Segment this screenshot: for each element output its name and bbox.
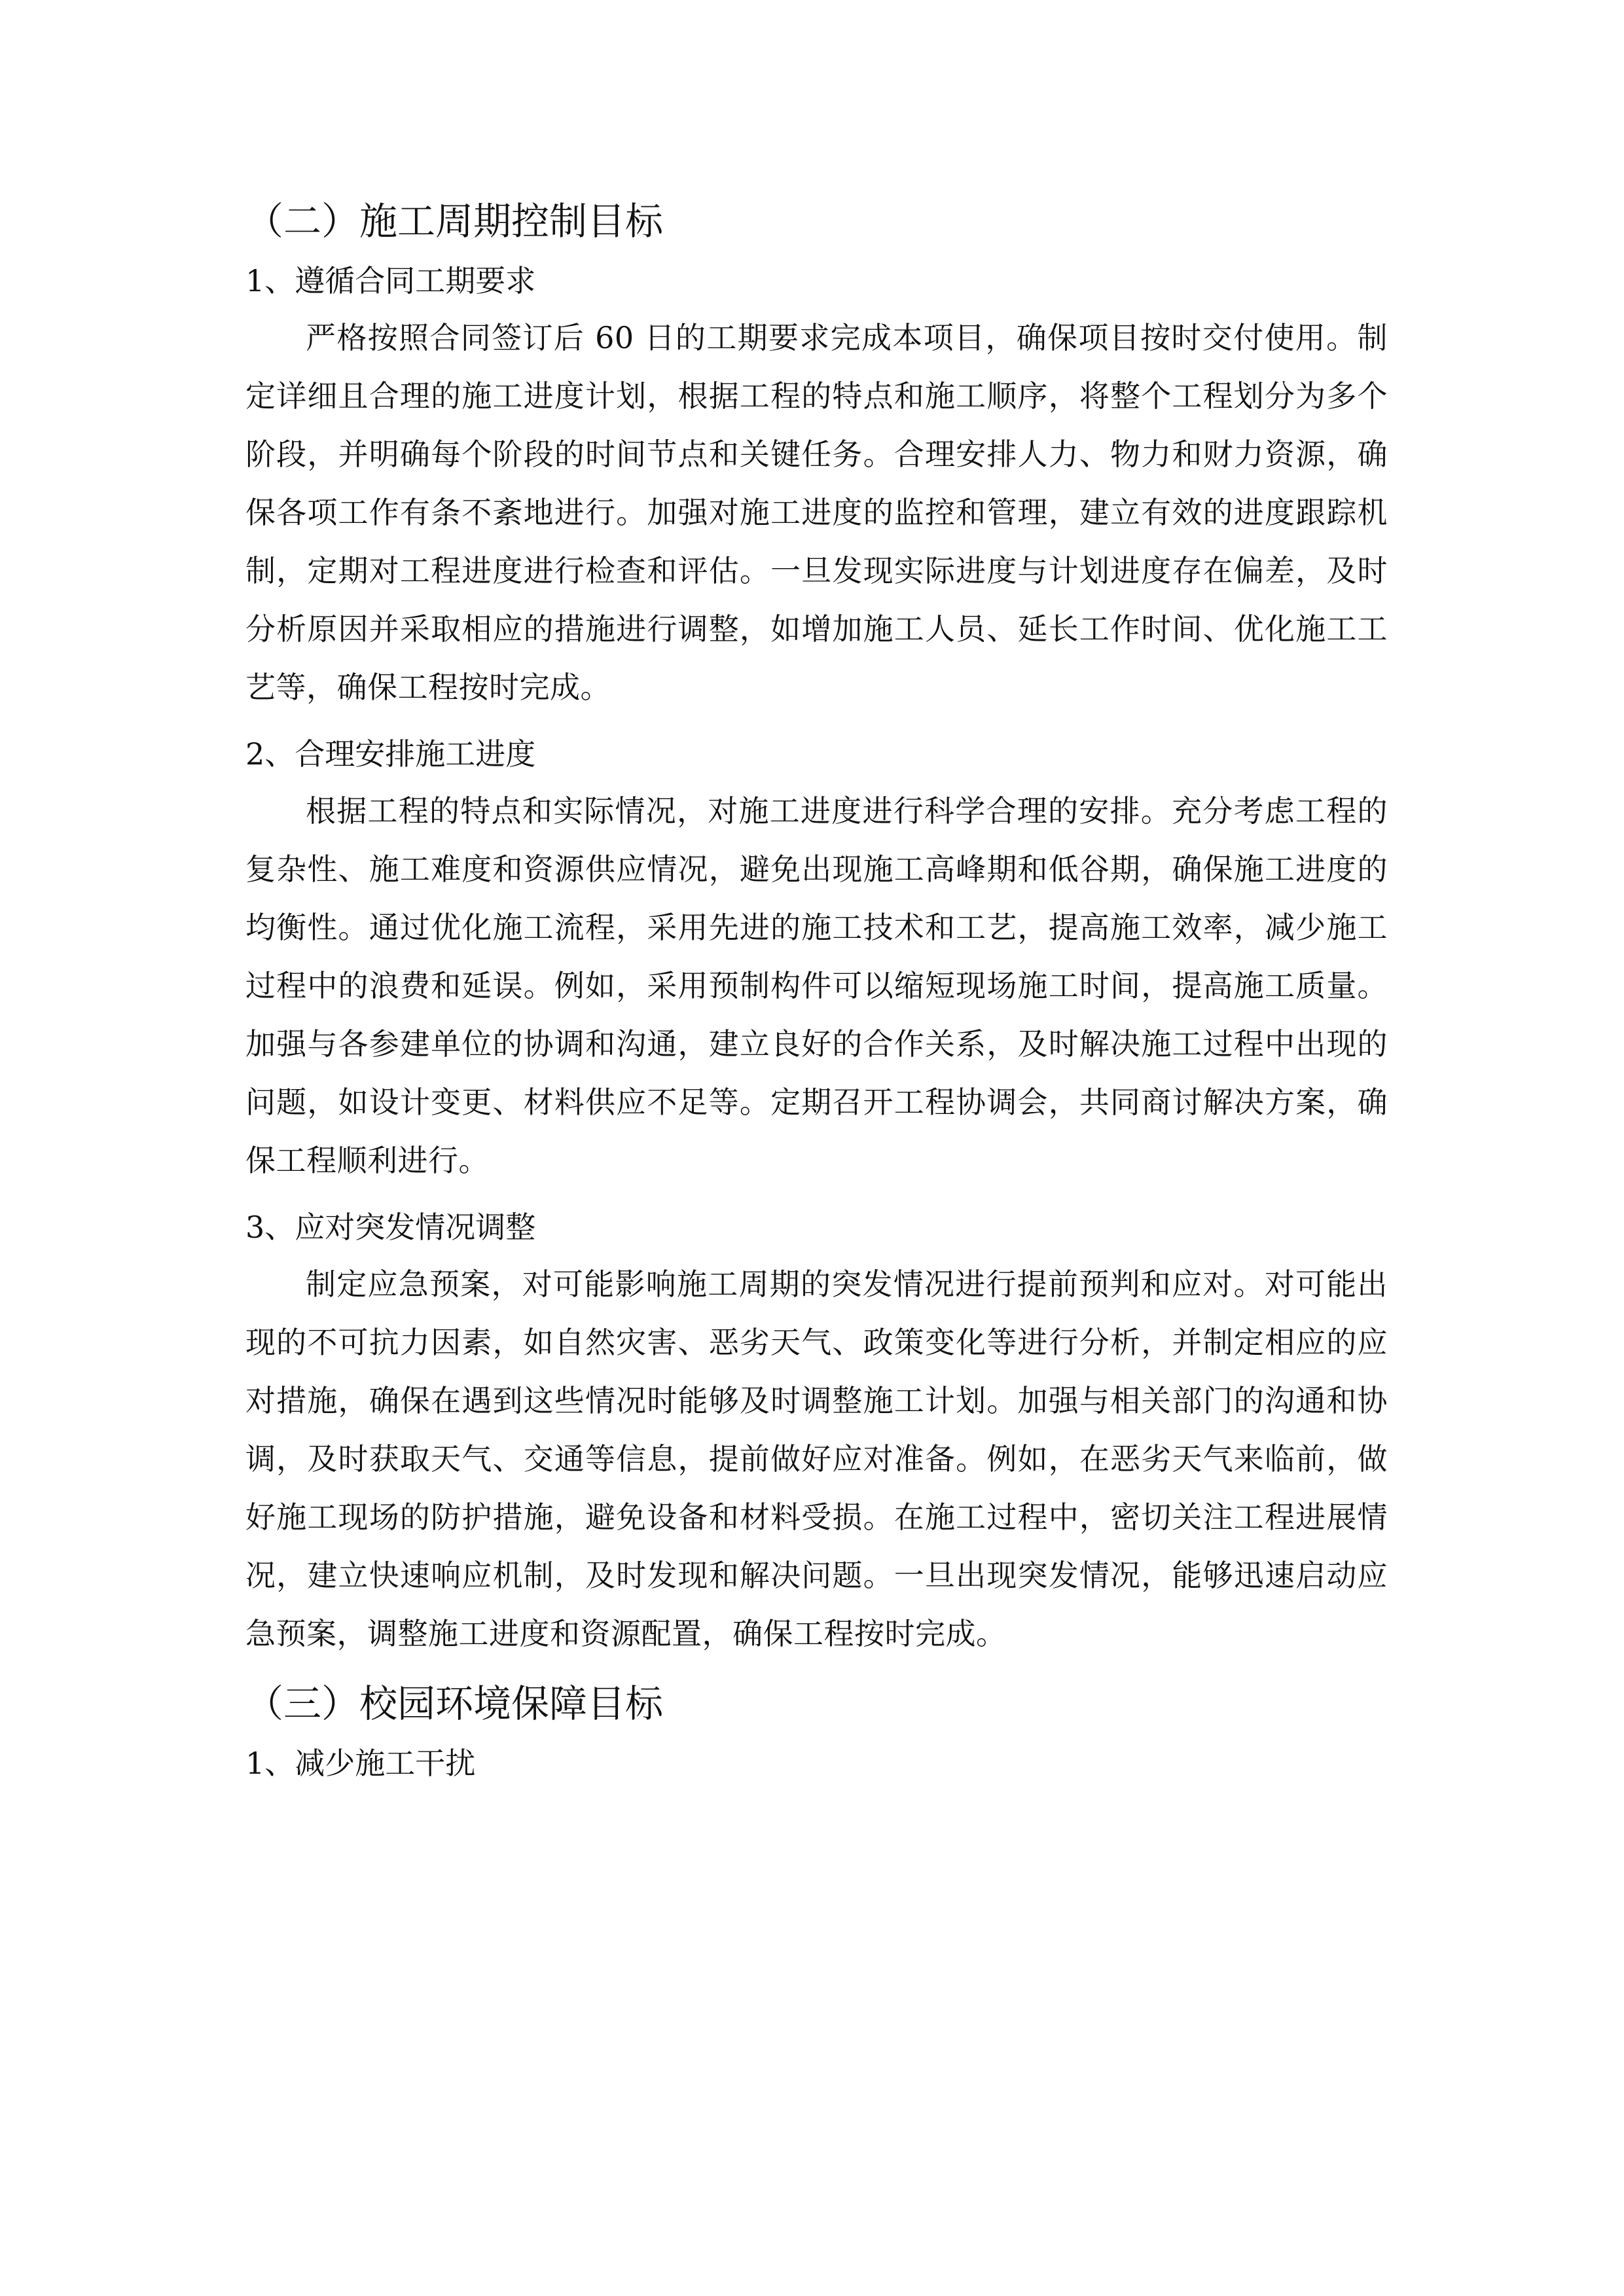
subheading-emergency-adjustment: 3、应对突发情况调整 (245, 1210, 536, 1245)
subheading-reduce-interference: 1、减少施工干扰 (245, 1746, 476, 1781)
paragraph-emergency-adjustment: 制定应急预案，对可能影响施工周期的突发情况进行提前预判和应对。对可能出现的不可抗力因素，如自然灾害、恶劣天气、政策变化等进行分析，并制定相应的应对措施，确保在遇到这些情况时能够及时调整施工计划。加强与相关部门的沟通和协调，及时获取天气、交通等信息，提前做好应对准备。例如，在恶劣天气来临前，做好施工现场的防护措施，避免设备和材料受损。在施工过程中，密切关注工程进展情况，建立快速响应机制，及时发现和解决问题。一旦出现突发情况，能够迅速启动应急预案，调整施工进度和资源配置，确保工程按时完成。 (245, 1266, 1388, 1651)
subheading-contract-period: 1、遵循合同工期要求 (245, 263, 536, 298)
document-body (245, 190, 1388, 1791)
subheading-schedule-arrangement: 2、合理安排施工进度 (245, 736, 536, 772)
section-heading-campus-environment: （三）校园环境保障目标 (245, 1681, 664, 1726)
paragraph-schedule-arrangement: 根据工程的特点和实际情况，对施工进度进行科学合理的安排。充分考虑工程的复杂性、施工难度和资源供应情况，避免出现施工高峰期和低谷期，确保施工进度的均衡性。通过优化施工流程，采用先进的施工技术和工艺，提高施工效率，减少施工过程中的浪费和延误。例如，采用预制构件可以缩短现场施工时间，提高施工质量。加强与各参建单位的协调和沟通，建立良好的合作关系，及时解决施工过程中出现的问题，如设计变更、材料供应不足等。定期召开工程协调会，共同商讨解决方案，确保工程顺利进行。 (245, 793, 1388, 1178)
section-heading-construction-period: （二）施工周期控制目标 (245, 199, 664, 243)
paragraph-contract-period: 严格按照合同签订后 60 日的工期要求完成本项目，确保项目按时交付使用。制定详细且合理的施工进度计划，根据工程的特点和施工顺序，将整个工程划分为多个阶段，并明确每个阶段的时间节点和关键任务。合理安排人力、物力和财力资源，确保各项工作有条不紊地进行。加强对施工进度的监控和管理，建立有效的进度跟踪机制，定期对工程进度进行检查和评估。一旦发现实际进度与计划进度存在偏差，及时分析原因并采取相应的措施进行调整，如增加施工人员、延长工作时间、优化施工工艺等，确保工程按时完成。 (245, 320, 1388, 705)
